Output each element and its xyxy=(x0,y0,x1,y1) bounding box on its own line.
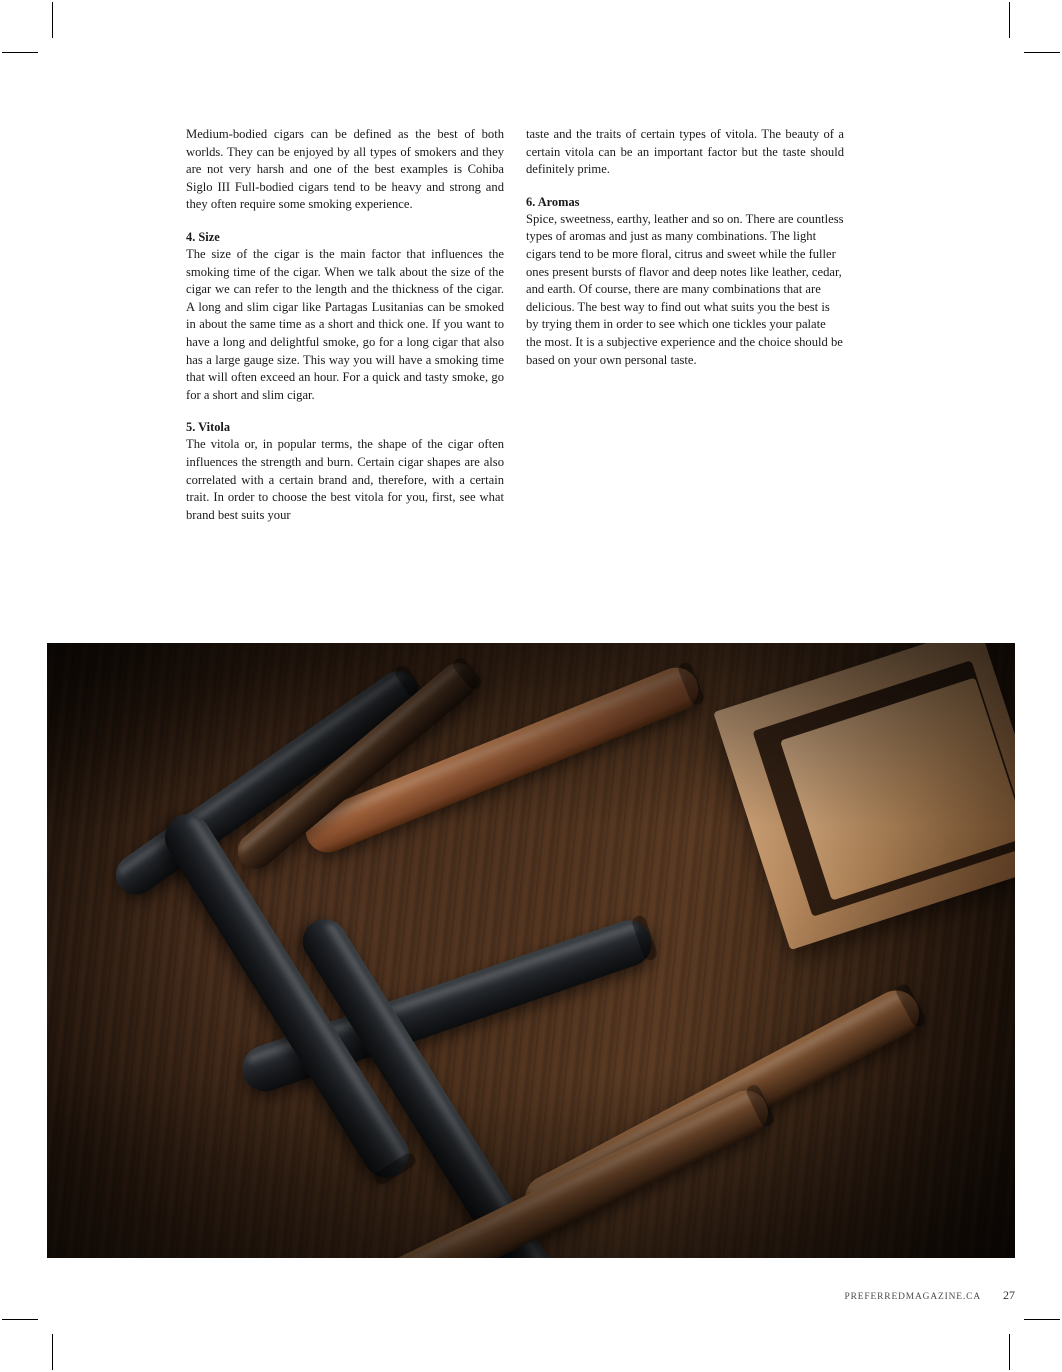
page-number: 27 xyxy=(1003,1288,1015,1302)
text-column-left xyxy=(186,126,504,524)
crop-mark-icon xyxy=(52,1334,53,1370)
crop-mark-icon xyxy=(2,1319,38,1320)
crop-mark-icon xyxy=(2,52,38,53)
photo-shading xyxy=(47,643,1015,1258)
page-footer xyxy=(845,1288,1016,1303)
paragraph-intro: Medium-bodied cigars can be defined as the best of both worlds. They can be enjoyed by all types of smokers and they are not very harsh and one of the best examples is Cohiba Siglo III Full-bodied cigars tend to be heavy and strong and they often require some smoking experience. xyxy=(186,127,504,212)
paragraph-vitola: The vitola or, in popular terms, the shape of the cigar often influences the strength and burn. Certain cigar shapes are also correlated with a certain brand and, therefore, with a certain trait. In order to choose the best vitola for you, first, see what brand best suits your xyxy=(186,437,504,522)
paragraph-aromas: Spice, sweetness, earthy, leather and so on. There are countless types of aromas and just as many combinations. The light cigars tend to be more floral, citrus and sweet while the fuller ones present bursts of flavor and deep notes like leather, cedar, and earth. Of course, there are many combinations that are delicious. The best way to find out what suits you the best is by trying them in order to see which one tickles your palate the most. It is a subjective experience and the choice should be based on your own personal taste. xyxy=(526,211,844,367)
text-column-right xyxy=(526,126,844,369)
crop-mark-icon xyxy=(1009,2,1010,38)
paragraph-size: The size of the cigar is the main factor that influences the smoking time of the cigar. When we talk about the size of the cigar we can refer to the length and the thickness of the cigar. A long and slim cigar like Partagas Lusitanias can be smoked in about the same time as a short and thick one. If you want to have a long and delightful smoke, go for a long cigar that also has a large gauge size. This way you will have a smoking time that will often exceed an hour. For a quick and tasty smoke, go for a short and slim cigar. xyxy=(186,246,504,402)
footer-site-label: PREFERREDMAGAZINE.CA xyxy=(844,1292,981,1302)
heading-size: 4. Size xyxy=(186,229,220,244)
crop-mark-icon xyxy=(52,2,53,38)
crop-mark-icon xyxy=(1024,1319,1060,1320)
crop-mark-icon xyxy=(1009,1334,1010,1370)
crop-mark-icon xyxy=(1024,52,1060,53)
cigars-photo xyxy=(47,643,1015,1258)
heading-aromas: 6. Aromas xyxy=(526,194,580,209)
heading-vitola: 5. Vitola xyxy=(186,420,231,435)
paragraph-continuation: taste and the traits of certain types of vitola. The beauty of a certain vitola can be an important factor but the taste should definitely prime. xyxy=(526,127,844,177)
